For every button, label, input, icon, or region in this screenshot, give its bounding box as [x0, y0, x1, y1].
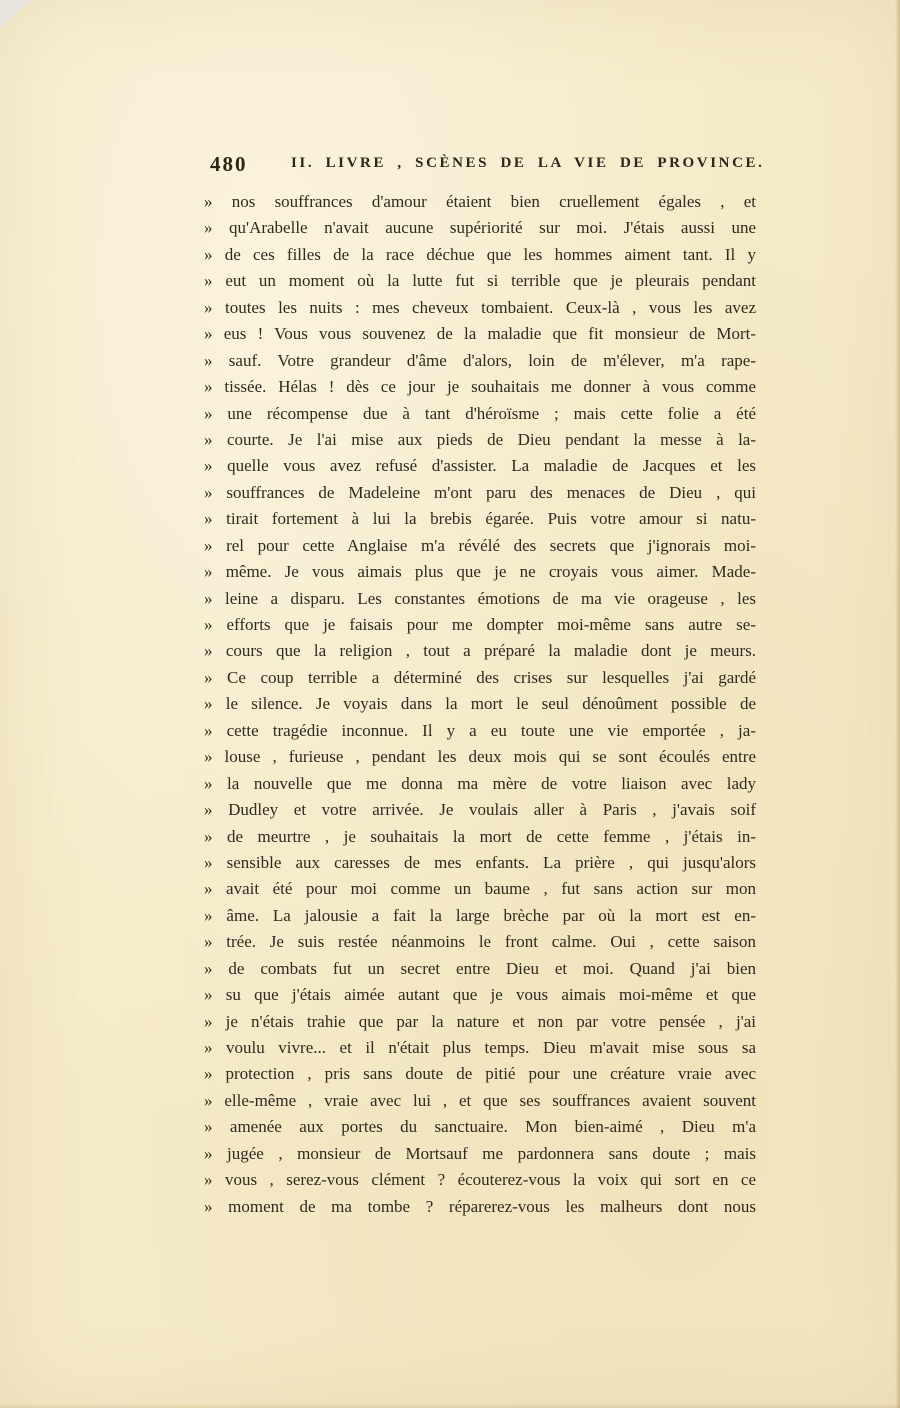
text-line: » sauf. Votre grandeur d'âme d'alors, loin de m'élever, m'a rape- [204, 350, 756, 370]
text-line: » cette tragédie inconnue. Il y a eu toute une vie emportée , ja- [204, 720, 756, 740]
text-line: » efforts que je faisais pour me dompter moi-même sans autre se- [204, 615, 756, 634]
text-line: » toutes les nuits : mes cheveux tombaient. Ceux-là , vous les avez [204, 297, 756, 317]
text-line: » eut un moment où la lutte fut si terrible que je pleurais pendant [204, 271, 756, 291]
text-line: » tirait fortement à lui la brebis égarée. Puis votre amour si natu- [204, 509, 756, 529]
text-line: » amenée aux portes du sanctuaire. Mon bien-aimé , Dieu m'a [204, 1117, 756, 1137]
text-line: » âme. La jalousie a fait la large brèche par où la mort est en- [204, 905, 756, 925]
text-line: » même. Je vous aimais plus que je ne croyais vous aimer. Made- [204, 562, 756, 582]
text-line: » qu'Arabelle n'avait aucune supériorité sur moi. J'étais aussi une [204, 218, 756, 238]
text-line: » de meurtre , je souhaitais la mort de cette femme , j'étais in- [204, 826, 756, 846]
text-line: » Dudley et votre arrivée. Je voulais aller à Paris , j'avais soif [204, 800, 756, 820]
text-line: » souffrances de Madeleine m'ont paru des menaces de Dieu , qui [204, 482, 756, 502]
text-line: » avait été pour moi comme un baume , fut sans action sur mon [204, 879, 756, 899]
page-right-edge [895, 0, 900, 1408]
text-line: » une récompense due à tant d'héroïsme ; mais cette folie a été [204, 403, 756, 423]
text-line: » eus ! Vous vous souvenez de la maladie que fit monsieur de Mort- [204, 324, 756, 344]
text-line: » voulu vivre... et il n'était plus temps. Dieu m'avait mise sous sa [204, 1038, 756, 1057]
text-line: » elle-même , vraie avec lui , et que ses souffrances avaient souvent [204, 1090, 756, 1110]
text-line: » la nouvelle que me donna ma mère de votre liaison avec lady [204, 773, 756, 793]
page-number: 480 [210, 152, 248, 176]
page-corner-edge [0, 0, 34, 30]
text-line: » louse , furieuse , pendant les deux mois qui se sont écoulés entre [204, 747, 756, 767]
text-line: » Ce coup terrible a déterminé des crises sur lesquelles j'ai gardé [204, 667, 756, 687]
page-header [205, 151, 765, 176]
text-line: » cours que la religion , tout a préparé la maladie dont je meurs. [204, 641, 756, 661]
text-line: » leine a disparu. Les constantes émotions de ma vie orageuse , les [204, 588, 756, 608]
text-line: » jugée , monsieur de Mortsauf me pardonnera sans doute ; mais [204, 1143, 756, 1163]
running-title: II. LIVRE , SCÈNES DE LA VIE DE PROVINCE. [291, 155, 765, 171]
text-line: » nos souffrances d'amour étaient bien cruellement égales , et [204, 192, 756, 211]
text-line: » protection , pris sans doute de pitié pour une créature vraie avec [204, 1064, 756, 1084]
text-line: » le silence. Je voyais dans la mort le seul dénoûment possible de [204, 694, 756, 714]
text-line: » vous , serez-vous clément ? écouterez-vous la voix qui sort en ce [204, 1170, 756, 1190]
text-line: » courte. Je l'ai mise aux pieds de Dieu pendant la messe à la- [204, 429, 756, 449]
text-line: » rel pour cette Anglaise m'a révélé des secrets que j'ignorais moi- [204, 535, 756, 555]
text-line: » trée. Je suis restée néanmoins le front calme. Oui , cette saison [204, 932, 756, 952]
text-line: » moment de ma tombe ? réparerez-vous les malheurs dont nous [204, 1196, 756, 1216]
body-text [204, 189, 756, 1220]
text-line: » su que j'étais aimée autant que je vous aimais moi-même et que [204, 985, 756, 1005]
page-bottom-edge [0, 1404, 900, 1408]
text-line: » de ces filles de la race déchue que les hommes aiment tant. Il y [204, 244, 756, 264]
text-line: » quelle vous avez refusé d'assister. La maladie de Jacques et les [204, 456, 756, 476]
text-line: » sensible aux caresses de mes enfants. La prière , qui jusqu'alors [204, 852, 756, 872]
text-line: » tissée. Hélas ! dès ce jour je souhaitais me donner à vous comme [204, 377, 756, 397]
text-line: » de combats fut un secret entre Dieu et moi. Quand j'ai bien [204, 958, 756, 978]
text-line: » je n'étais trahie que par la nature et non par votre pensée , j'ai [204, 1011, 756, 1031]
